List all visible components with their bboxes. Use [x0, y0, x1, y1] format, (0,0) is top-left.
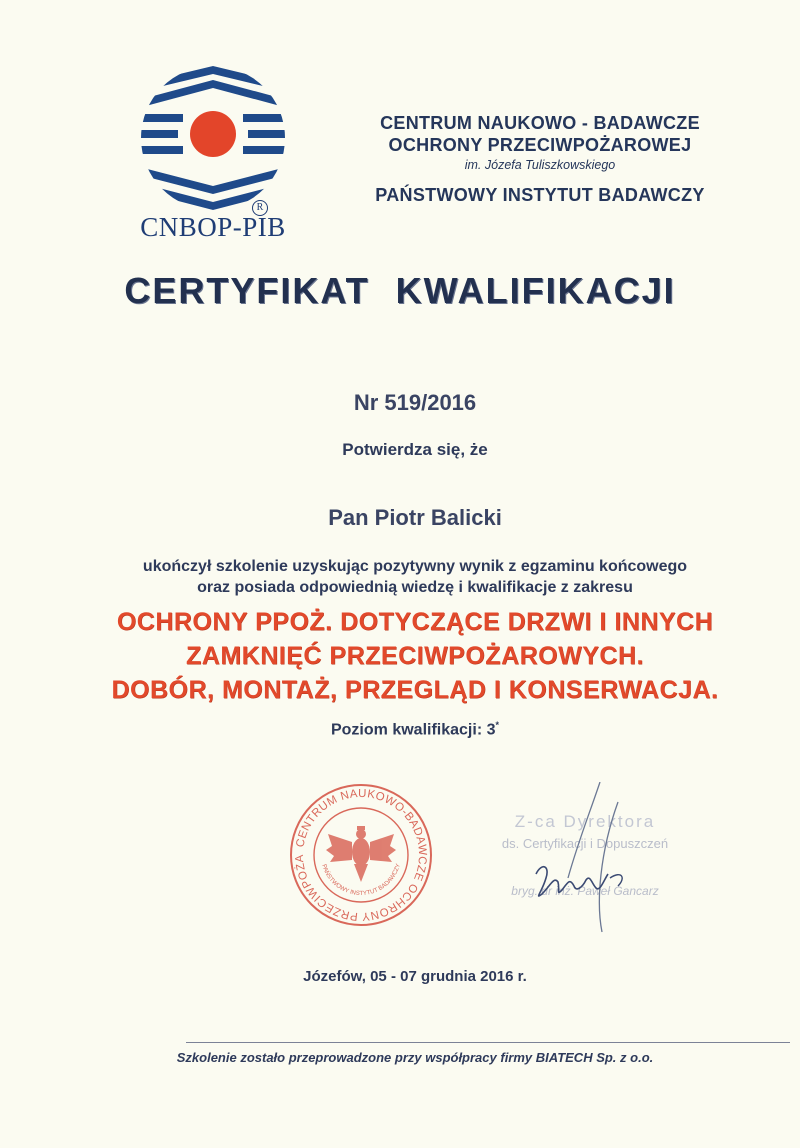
signatory-department: ds. Certyfikacji i Dopuszczeń: [501, 836, 669, 851]
certificate-number: Nr 519/2016: [353, 390, 477, 415]
institution-line-2: OCHRONY PRZECIWPOŻAROWEJ: [388, 135, 692, 155]
confirmation-text: Potwierdza się, że: [342, 440, 488, 459]
institution-header: [330, 112, 750, 206]
handwritten-signature-icon: [450, 782, 700, 942]
scope-line-1: OCHRONY PPOŻ. DOTYCZĄCE DRZWI I INNYCH: [116, 608, 714, 636]
registered-mark: R: [252, 200, 268, 216]
scope-line-3: DOBÓR, MONTAŻ, PRZEGLĄD I KONSERWACJA.: [111, 676, 719, 704]
signature-block: [450, 812, 700, 922]
signatory-title: Z-ca Dyrektora: [514, 812, 656, 831]
official-stamp: [288, 782, 434, 928]
stamp-seal-icon: [288, 782, 434, 928]
institution-status: PAŃSTWOWY INSTYTUT BADAWCZY: [375, 185, 705, 205]
description-line-1: ukończył szkolenie uzyskując pozytywny wynik z egzaminu końcowego: [142, 558, 688, 575]
logo-text: CNBOP-PIB: [140, 212, 286, 242]
qualification-scope: [0, 605, 800, 707]
cnbop-logo: [128, 62, 298, 252]
qualification-level-mark: *: [495, 720, 499, 730]
qualification-level: [0, 720, 800, 739]
footer-note: Szkolenie zostało przeprowadzone przy współpracy firmy BIATECH Sp. z o.o.: [176, 1050, 654, 1065]
institution-line-1: CENTRUM NAUKOWO - BADAWCZE: [380, 113, 700, 133]
scope-line-2: ZAMKNIĘĆ PRZECIWPOŻAROWYCH.: [186, 642, 644, 670]
recipient-name: Pan Piotr Balicki: [328, 505, 502, 530]
signatory-name: bryg. dr inż. Paweł Gancarz: [511, 884, 659, 898]
qualification-level-text: Poziom kwalifikacji: 3: [330, 721, 496, 739]
svg-text:PAŃSTWOWY INSTYTUT BADAWCZY: PAŃSTWOWY INSTYTUT BADAWCZY: [320, 863, 402, 898]
logo-emblem-icon: [128, 62, 298, 212]
footer-divider: [186, 1042, 790, 1043]
description-line-2: oraz posiada odpowiednią wiedzę i kwalifikacje z zakresu: [197, 579, 633, 596]
place-and-date: Józefów, 05 - 07 grudnia 2016 r.: [303, 968, 527, 985]
svg-text:CENTRUM NAUKOWO-BADAWCZE OCHRO: CENTRUM NAUKOWO-BADAWCZE OCHRONY PRZECIWPOŻA: [293, 787, 429, 923]
institution-patron: im. Józefa Tuliszkowskiego: [464, 158, 616, 172]
description: [0, 556, 800, 598]
certificate-title: CERTYFIKAT KWALIFIKACJI: [124, 270, 676, 311]
